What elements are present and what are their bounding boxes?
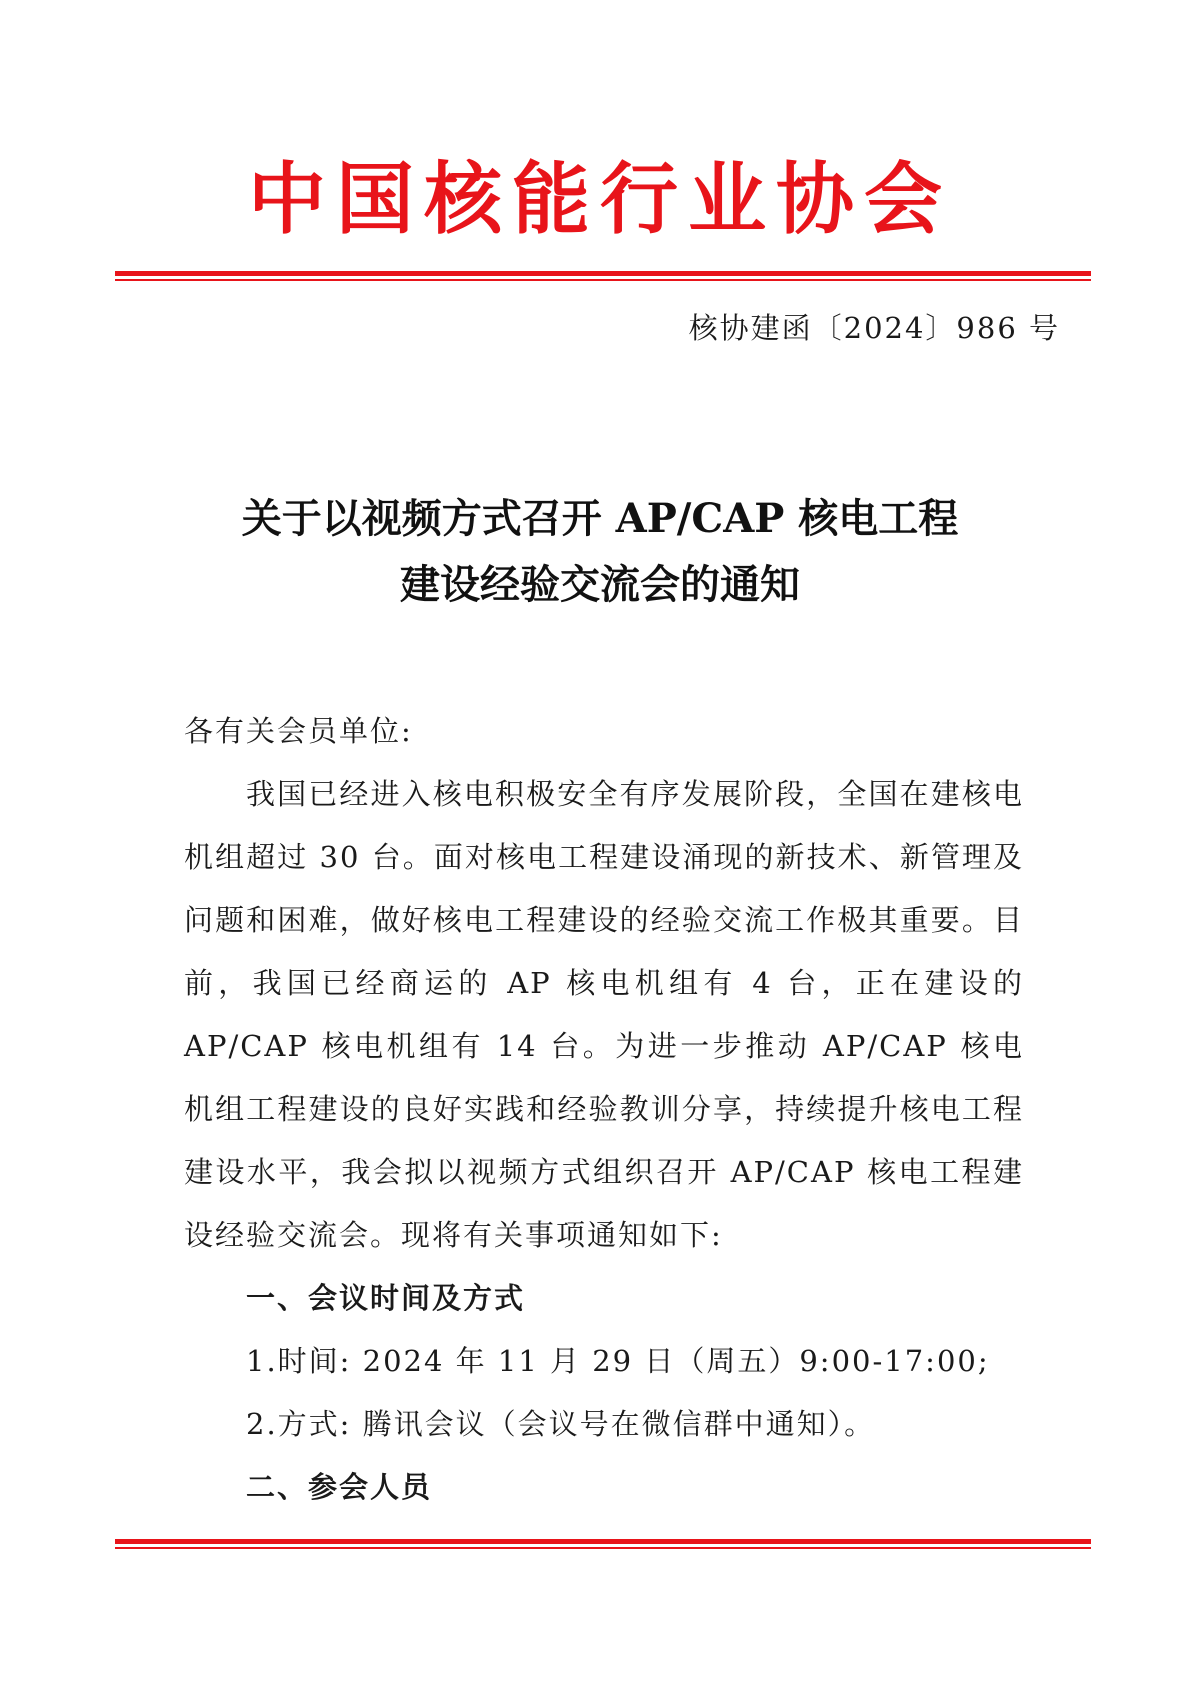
body-paragraph: 我国已经进入核电积极安全有序发展阶段，全国在建核电机组超过 30 台。面对核电工程建设涌现的新技术、新管理及问题和困难，做好核电工程建设的经验交流工作极其重要。目前，我国已经商运的 AP 核电机组有 4 台，正在建设的 AP/CAP 核电机组有 14 台。为进一步推动 AP/CAP 核电机组工程建设的良好实践和经验教训分享，持续提升核电工程建设水平，我会拟以视频方式组织召开 AP/CAP 核电工程建设经验交流会。现将有关事项通知如下: bbox=[184, 777, 1024, 1252]
section-1-heading: 一、会议时间及方式 bbox=[246, 1281, 526, 1315]
footer-rule-thin-line bbox=[115, 1547, 1091, 1549]
title-line-1: 关于以视频方式召开 AP/CAP 核电工程 bbox=[241, 495, 959, 542]
document-number: 核协建函〔2024〕986 号 bbox=[688, 311, 1060, 345]
salutation: 各有关会员单位: bbox=[184, 714, 413, 748]
footer-red-rule bbox=[115, 1539, 1091, 1549]
footer-rule-thick-line bbox=[115, 1539, 1091, 1544]
section-2-heading: 二、参会人员 bbox=[246, 1470, 433, 1504]
letterhead-red-rule bbox=[115, 271, 1091, 281]
document-body bbox=[184, 700, 1024, 1519]
red-rule-thin-line bbox=[115, 279, 1091, 281]
document-title bbox=[0, 486, 1200, 618]
section-1-item-method: 2.方式: 腾讯会议（会议号在微信群中通知）。 bbox=[246, 1407, 876, 1441]
title-line-2: 建设经验交流会的通知 bbox=[400, 561, 800, 608]
red-rule-thick-line bbox=[115, 271, 1091, 276]
section-1-item-time: 1.时间: 2024 年 11 月 29 日（周五）9:00-17:00; bbox=[246, 1344, 990, 1378]
letterhead-org-name: 中国核能行业协会 bbox=[247, 154, 952, 245]
